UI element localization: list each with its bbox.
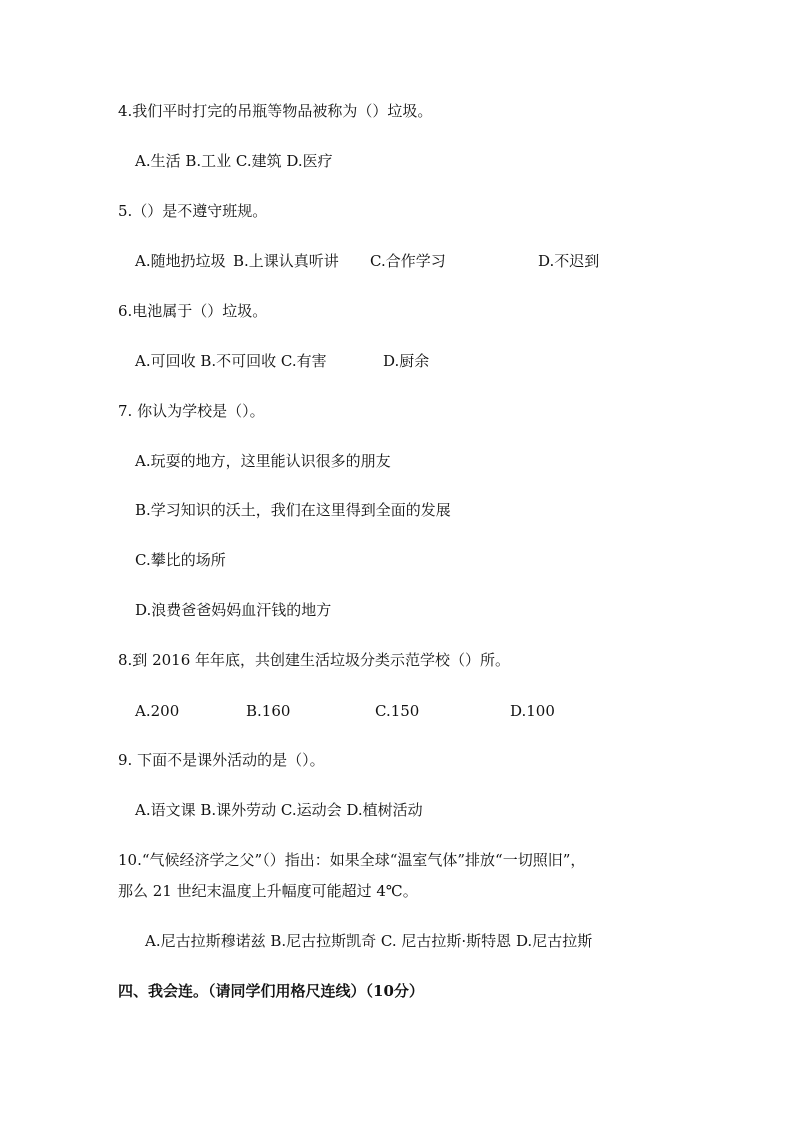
question-5-option-a: A.随地扔垃圾 xyxy=(135,252,226,270)
question-6-option-d: D.厨余 xyxy=(383,352,430,370)
question-5-options xyxy=(135,251,635,271)
question-4-options: A.生活 B.工业 C.建筑 D.医疗 xyxy=(135,152,333,170)
question-8-option-d: D.100 xyxy=(510,702,555,720)
question-5-text: 5.（）是不遵守班规。 xyxy=(118,202,268,220)
question-6-options xyxy=(135,351,535,371)
question-5-option-b: B.上课认真听讲 xyxy=(233,252,339,270)
question-10-text-line1: 10.“气候经济学之父”（）指出：如果全球“温室气体”排放“一切照旧”， xyxy=(118,851,586,869)
section-4-heading: 四、我会连。（请同学们用格尺连线）（10分） xyxy=(118,982,424,1000)
question-9-text: 9. 下面不是课外活动的是（）。 xyxy=(118,751,325,769)
question-8-option-a: A.200 xyxy=(135,702,180,720)
question-7-option-d: D.浪费爸爸妈妈血汗钱的地方 xyxy=(135,601,332,619)
question-9-options: A.语文课 B.课外劳动 C.运动会 D.植树活动 xyxy=(135,801,423,819)
question-5-option-d: D.不迟到 xyxy=(538,252,600,270)
question-7-option-b: B.学习知识的沃土，我们在这里得到全面的发展 xyxy=(135,501,451,519)
question-7-text: 7. 你认为学校是（）。 xyxy=(118,402,265,420)
question-6-text: 6.电池属于（）垃圾。 xyxy=(118,302,268,320)
question-7-option-c: C.攀比的场所 xyxy=(135,551,226,569)
question-6-option-abc: A.可回收 B.不可回收 C.有害 xyxy=(135,352,327,370)
question-4-text: 4.我们平时打完的吊瓶等物品被称为（）垃圾。 xyxy=(118,102,433,120)
question-8-option-b: B.160 xyxy=(246,702,291,720)
question-10-options: A.尼古拉斯穆诺兹 B.尼古拉斯凯奇 C. 尼古拉斯·斯特恩 D.尼古拉斯 xyxy=(145,932,593,950)
question-8-text: 8.到 2016 年年底，共创建生活垃圾分类示范学校（）所。 xyxy=(118,651,511,669)
question-7-option-a: A.玩耍的地方，这里能认识很多的朋友 xyxy=(135,452,391,470)
question-8-option-c: C.150 xyxy=(375,702,420,720)
question-5-option-c: C.合作学习 xyxy=(370,252,446,270)
question-8-options xyxy=(135,701,595,721)
question-10-text-line2: 那么 21 世纪末温度上升幅度可能超过 4℃。 xyxy=(118,882,418,900)
